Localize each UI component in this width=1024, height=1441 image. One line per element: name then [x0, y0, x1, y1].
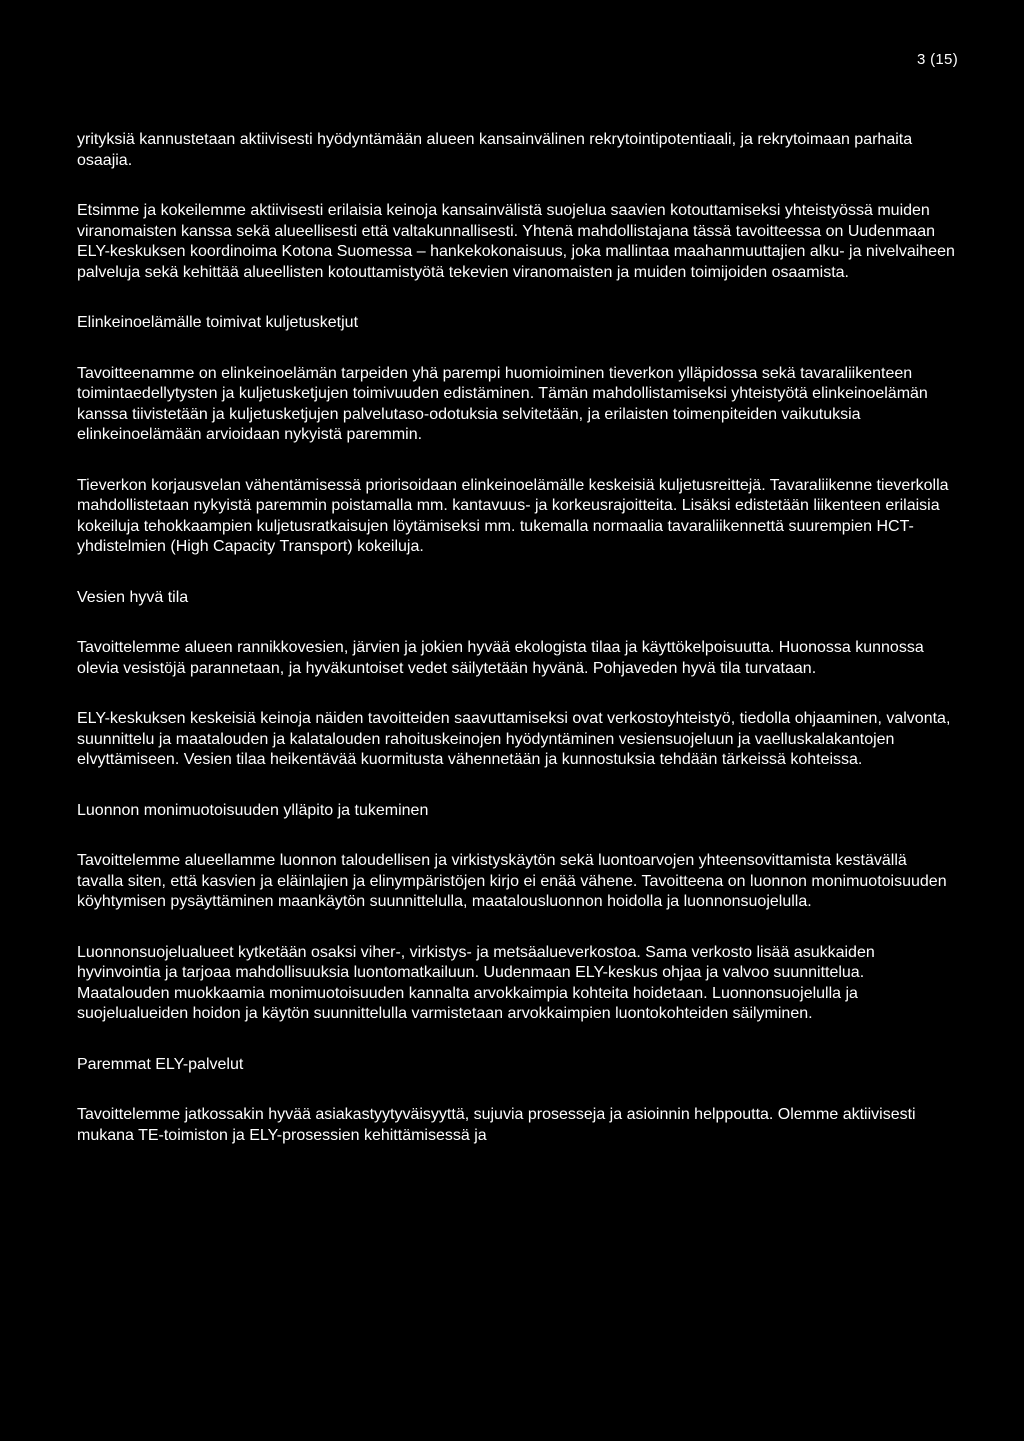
paragraph-road-network: Tieverkon korjausvelan vähentämisessä priorisoidaan elinkeinoelämälle keskeisiä kuljetusreittejä. Tavaraliikenne tieverkolla mahdollistetaan nykyistä paremmin poistamalla mm. kantavuus- ja korkeusrajoitteita. Lisäksi edistetään liikenteen erilaisia kokeiluja tehokkaampien kuljetusratkaisujen löytämiseksi mm. tukemalla normaalia tavaraliikennettä suurempien HCT-yhdistelmien (High Capacity Transport) kokeiluja. [77, 476, 949, 555]
paragraph-ely-services: Tavoittelemme jatkossakin hyvää asiakastyytyväisyyttä, sujuvia prosesseja ja asioinnin helppoutta. Olemme aktiivisesti mukana TE-toimiston ja ELY-prosessien kehittämisessä ja [77, 1106, 916, 1144]
document-body [77, 130, 957, 1176]
paragraph-water-goals: Tavoittelemme alueen rannikkovesien, järvien ja jokien hyvää ekologista tilaa ja käyttökelpoisuutta. Huonossa kunnossa olevia vesistöjä parannetaan, ja hyväkuntoiset vedet säilytetään hyvänä. Pohjaveden hyvä tila turvataan. [77, 639, 924, 677]
page-number: 3 (15) [917, 51, 958, 68]
paragraph-biodiversity-goals: Tavoittelemme alueellamme luonnon taloudellisen ja virkistyskäytön sekä luontoarvojen yhteensovittamista kestävällä tavalla siten, että kasvien ja eläinlajien ja elinympäristöjen kirjo ei enää vähene. Tavoitteena on luonnon monimuotoisuuden köyhtymisen pysäyttäminen maankäytön suunnittelulla, maatalousluonnon hoidolla ja luonnonsuojelulla. [77, 852, 947, 910]
heading-ely-services: Paremmat ELY-palvelut [77, 1055, 244, 1073]
paragraph-integration: Etsimme ja kokeilemme aktiivisesti erilaisia keinoja kansainvälistä suojelua saavien kotouttamiseksi yhteistyössä muiden viranomaisten kanssa sekä alueellisesti että valtakunnallisesti. Yhtenä mahdollistajana tässä tavoitteessa on Uudenmaan ELY-keskuksen koordinoima Kotona Suomessa – hankekokonaisuus, joka mallintaa maahanmuuttajien alku- ja nivelvaiheen palveluja sekä kehittää alueellisten kotouttamistyötä tekevien viranomaisten ja muiden toimijoiden osaamista. [77, 202, 955, 281]
paragraph-protected-areas: Luonnonsuojelualueet kytketään osaksi viher-, virkistys- ja metsäalueverkostoa. Sama verkosto lisää asukkaiden hyvinvointia ja tarjoaa mahdollisuuksia luontomatkailuun. Uudenmaan ELY-keskus ohjaa ja valvoo suunnittelua. Maatalouden muokkaamia monimuotoisuuden kannalta arvokkaimpia kohteita hoidetaan. Luonnonsuojelulla ja suojelualueiden hoidon ja käytön suunnittelulla varmistetaan arvokkaimpien luontokohteiden säilyminen. [77, 943, 875, 1022]
paragraph-recruitment: yrityksiä kannustetaan aktiivisesti hyödyntämään alueen kansainvälinen rekrytointipotentiaali, ja rekrytoimaan parhaita osaajia. [77, 131, 913, 169]
heading-biodiversity: Luonnon monimuotoisuuden ylläpito ja tukeminen [77, 801, 429, 819]
heading-transport-chains: Elinkeinoelämälle toimivat kuljetusketjut [77, 314, 359, 331]
paragraph-water-means: ELY-keskuksen keskeisiä keinoja näiden tavoitteiden saavuttamiseksi ovat verkostoyhteistyö, tiedolla ohjaaminen, valvonta, suunnittelu ja maatalouden ja kalatalouden rahoituskeinojen hyödyntäminen vesiensuojeluun ja vaelluskalakantojen elvyttämiseen. Vesien tilaa heikentävää kuormitusta vähennetään ja kunnostuksia tehdään tärkeissä kohteissa. [77, 710, 951, 768]
paragraph-transport-goals: Tavoitteenamme on elinkeinoelämän tarpeiden yhä parempi huomioiminen tieverkon ylläpidossa sekä tavaraliikenteen toimintaedellytysten ja kuljetusketjujen toimivuuden edistäminen. Tämän mahdollistamiseksi yhteistyötä elinkeinoelämän kanssa tiivistetään ja kuljetusketjujen palvelutaso-odotuksia selvitetään, ja erilaisten toimenpiteiden vaikutuksia elinkeinoelämään arvioidaan nykyistä paremmin. [77, 364, 928, 443]
heading-water-status: Vesien hyvä tila [77, 588, 189, 606]
